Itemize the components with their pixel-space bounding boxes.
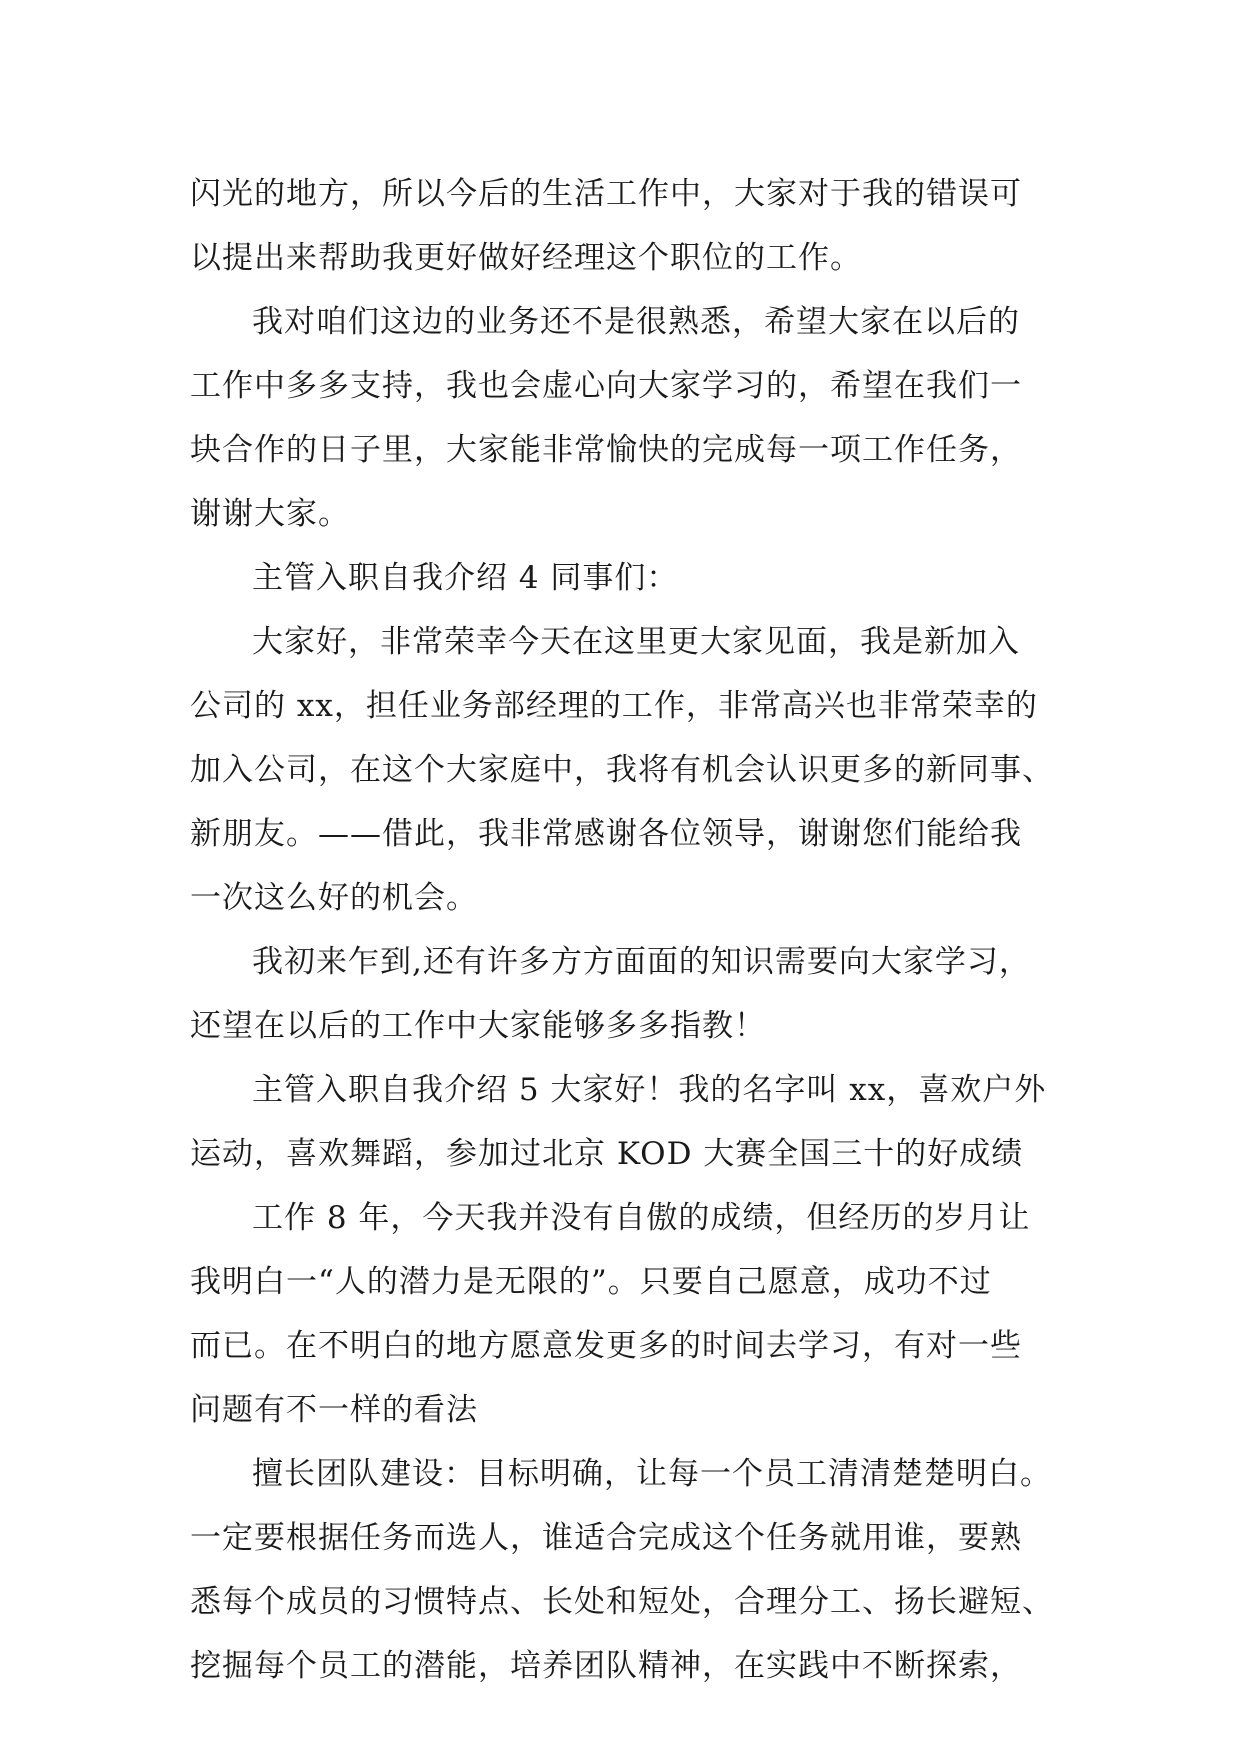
section-heading: 主管入职自我介绍 4 同事们：	[252, 560, 679, 596]
text-line: 我对咱们这边的业务还不是很熟悉，希望大家在以后的	[252, 304, 1020, 340]
text-line: 新朋友。——借此，我非常感谢各位领导，谢谢您们能给我	[190, 816, 1022, 852]
text-line: 工作 8 年，今天我并没有自傲的成绩，但经历的岁月让	[252, 1200, 1031, 1236]
text-line: 以提出来帮助我更好做好经理这个职位的工作。	[190, 240, 862, 276]
text-line: 挖掘每个员工的潜能，培养团队精神，在实践中不断探索，	[190, 1648, 1022, 1684]
text-line: 而已。在不明白的地方愿意发更多的时间去学习，有对一些	[190, 1328, 1022, 1364]
document-body	[190, 162, 1054, 1698]
text-line: 谢谢大家。	[190, 496, 350, 532]
text-line: 块合作的日子里，大家能非常愉快的完成每一项工作任务，	[190, 432, 1022, 468]
text-line: 加入公司，在这个大家庭中，我将有机会认识更多的新同事、	[190, 752, 1054, 788]
text-line: 工作中多多支持，我也会虚心向大家学习的，希望在我们一	[190, 368, 1022, 404]
text-line: 我明白一“人的潜力是无限的”。只要自己愿意，成功不过	[190, 1264, 992, 1300]
text-line: 还望在以后的工作中大家能够多多指教！	[190, 1008, 766, 1044]
text-line: 公司的 xx，担任业务部经理的工作，非常高兴也非常荣幸的	[190, 688, 1038, 724]
text-line: 运动，喜欢舞蹈，参加过北京 KOD 大赛全国三十的好成绩	[190, 1136, 1024, 1172]
text-line: 问题有不一样的看法	[190, 1392, 478, 1428]
text-line: 擅长团队建设：目标明确，让每一个员工清清楚楚明白。	[252, 1456, 1052, 1492]
text-line: 我初来乍到,还有许多方方面面的知识需要向大家学习，	[252, 944, 1031, 980]
text-line: 一次这么好的机会。	[190, 880, 478, 916]
text-line: 大家好，非常荣幸今天在这里更大家见面，我是新加入	[252, 624, 1020, 660]
section-heading: 主管入职自我介绍 5 大家好！我的名字叫 xx，喜欢户外	[252, 1072, 1047, 1108]
text-line: 悉每个成员的习惯特点、长处和短处，合理分工、扬长避短、	[190, 1584, 1054, 1620]
text-line: 一定要根据任务而选人，谁适合完成这个任务就用谁，要熟	[190, 1520, 1022, 1556]
text-line: 闪光的地方，所以今后的生活工作中，大家对于我的错误可	[190, 176, 1022, 212]
